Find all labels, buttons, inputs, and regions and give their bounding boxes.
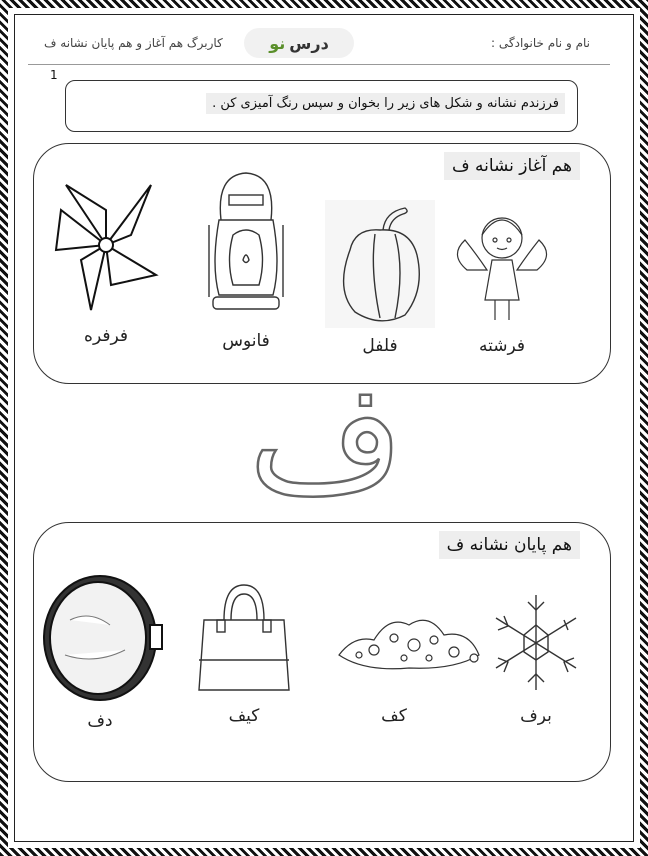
item-foam xyxy=(334,600,454,726)
item-snow xyxy=(476,590,596,726)
section-end-title: هم پایان نشانه ف xyxy=(439,531,580,559)
logo-text-no: نو xyxy=(269,33,286,53)
word-snow: برف xyxy=(520,706,552,726)
large-letter-fa xyxy=(226,380,426,520)
item-drum xyxy=(40,570,160,731)
header-divider xyxy=(28,64,610,65)
item-pinwheel xyxy=(46,180,166,346)
word-drum: دف xyxy=(87,711,113,731)
page-number: 1 xyxy=(50,68,58,82)
word-lantern: فانوس xyxy=(222,331,270,351)
pinwheel-icon xyxy=(51,180,161,320)
item-lantern xyxy=(186,165,306,351)
word-pinwheel: فرفره xyxy=(84,326,128,346)
large-letter-glyph: ف xyxy=(248,380,404,520)
item-bag xyxy=(184,580,304,726)
bell-pepper-icon xyxy=(325,200,435,330)
lantern-icon xyxy=(191,165,301,325)
item-pepper xyxy=(320,200,440,356)
word-bag: کیف xyxy=(228,706,260,726)
item-angel xyxy=(442,200,562,356)
instruction-text: فرزندم نشانه و شکل های زیر را بخوان و سپس رنگ آمیزی کن . xyxy=(206,93,565,114)
word-pepper: فلفل xyxy=(362,336,398,356)
instruction-box xyxy=(65,80,578,132)
worksheet-title: کاربرگ هم آغاز و هم پایان نشانه ف xyxy=(44,36,223,50)
logo-text-dars: درس xyxy=(289,33,329,53)
word-foam: کف xyxy=(381,706,407,726)
angel-icon xyxy=(447,200,557,330)
word-angel: فرشته xyxy=(479,336,525,356)
name-field-label: نام و نام خانوادگی : xyxy=(491,36,590,50)
site-logo xyxy=(244,28,354,58)
snowflake-icon xyxy=(486,590,586,700)
section-start-title: هم آغاز نشانه ف xyxy=(444,152,580,180)
foam-icon xyxy=(334,600,484,700)
handbag-icon xyxy=(189,580,299,700)
frame-drum-icon xyxy=(40,570,170,705)
